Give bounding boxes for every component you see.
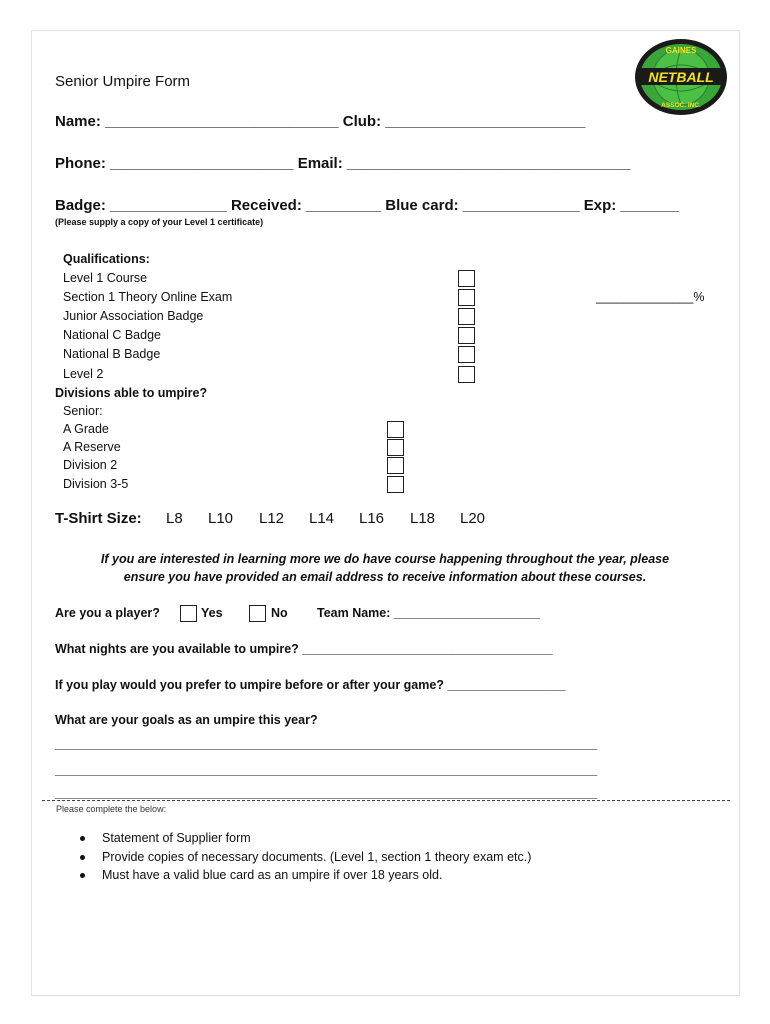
- a-grade-checkbox[interactable]: [387, 421, 404, 438]
- svg-text:GAINES: GAINES: [665, 46, 697, 55]
- division-label: A Grade: [63, 422, 109, 436]
- goals-line[interactable]: ______________________________________________________________________________: [55, 763, 598, 777]
- qualification-label: National C Badge: [63, 328, 161, 342]
- phone-email-field[interactable]: Phone: ______________________ Email: __________________________________: [55, 155, 631, 172]
- qualification-label: Section 1 Theory Online Exam: [63, 290, 233, 304]
- complete-below-label: Please complete the below:: [56, 804, 167, 814]
- name-club-field[interactable]: Name: ____________________________ Club: ________________________: [55, 113, 586, 130]
- tshirt-size-option[interactable]: L16: [359, 510, 385, 527]
- player-yes-checkbox[interactable]: [180, 605, 197, 622]
- division-label: A Reserve: [63, 440, 121, 454]
- player-no-checkbox[interactable]: [249, 605, 266, 622]
- section1-exam-checkbox[interactable]: [458, 289, 475, 306]
- goals-line[interactable]: ______________________________________________________________________________: [55, 786, 598, 800]
- tshirt-size-option[interactable]: L20: [460, 510, 486, 527]
- tshirt-size-option[interactable]: L8: [166, 510, 183, 527]
- division-label: Division 2: [63, 458, 118, 472]
- qualifications-heading: Qualifications:: [63, 252, 150, 266]
- national-c-checkbox[interactable]: [458, 327, 475, 344]
- form-title: Senior Umpire Form: [55, 73, 191, 90]
- a-reserve-checkbox[interactable]: [387, 439, 404, 456]
- before-after-field[interactable]: If you play would you prefer to umpire before or after your game? _________________: [55, 678, 566, 692]
- svg-text:NETBALL: NETBALL: [648, 69, 714, 85]
- course-note-line2: ensure you have provided an email address to receive information about these courses.: [123, 570, 647, 584]
- cut-line-divider: [42, 800, 730, 801]
- list-item: Must have a valid blue card as an umpire if over 18 years old.: [80, 866, 531, 885]
- no-label: No: [271, 606, 288, 620]
- tshirt-size-option[interactable]: L18: [410, 510, 436, 527]
- nights-field[interactable]: What nights are you available to umpire? ____________________________________: [55, 642, 553, 656]
- junior-badge-checkbox[interactable]: [458, 308, 475, 325]
- checklist: [80, 829, 531, 885]
- badge-note: (Please supply a copy of your Level 1 certificate): [55, 217, 264, 227]
- goals-question: What are your goals as an umpire this year?: [55, 713, 318, 727]
- division2-checkbox[interactable]: [387, 457, 404, 474]
- exam-percent-field[interactable]: ______________%: [596, 290, 705, 304]
- qualification-label: Level 1 Course: [63, 271, 148, 285]
- level2-checkbox[interactable]: [458, 366, 475, 383]
- qualification-label: Level 2: [63, 367, 104, 381]
- tshirt-size-option[interactable]: L14: [309, 510, 335, 527]
- level1-checkbox[interactable]: [458, 270, 475, 287]
- division3-5-checkbox[interactable]: [387, 476, 404, 493]
- badge-field-row[interactable]: Badge: ______________ Received: _________ Blue card: ______________ Exp: _______: [55, 197, 679, 214]
- netball-logo: [633, 37, 729, 117]
- list-item: Provide copies of necessary documents. (Level 1, section 1 theory exam etc.): [80, 848, 531, 867]
- national-b-checkbox[interactable]: [458, 346, 475, 363]
- division-label: Division 3-5: [63, 477, 129, 491]
- list-item: Statement of Supplier form: [80, 829, 531, 848]
- qualification-label: Junior Association Badge: [63, 309, 204, 323]
- senior-label: Senior:: [63, 404, 103, 418]
- team-name-field[interactable]: Team Name: _____________________: [317, 606, 540, 620]
- svg-text:ASSOC. INC.: ASSOC. INC.: [661, 102, 701, 109]
- tshirt-label: T-Shirt Size:: [55, 510, 142, 527]
- divisions-heading: Divisions able to umpire?: [55, 386, 208, 400]
- yes-label: Yes: [201, 606, 223, 620]
- tshirt-size-option[interactable]: L10: [208, 510, 234, 527]
- course-note-line1: If you are interested in learning more we do have course happening throughout the year, please: [100, 552, 670, 566]
- tshirt-size-option[interactable]: L12: [259, 510, 285, 527]
- qualification-label: National B Badge: [63, 347, 161, 361]
- player-question: Are you a player?: [55, 606, 160, 620]
- goals-line[interactable]: ______________________________________________________________________________: [55, 737, 598, 751]
